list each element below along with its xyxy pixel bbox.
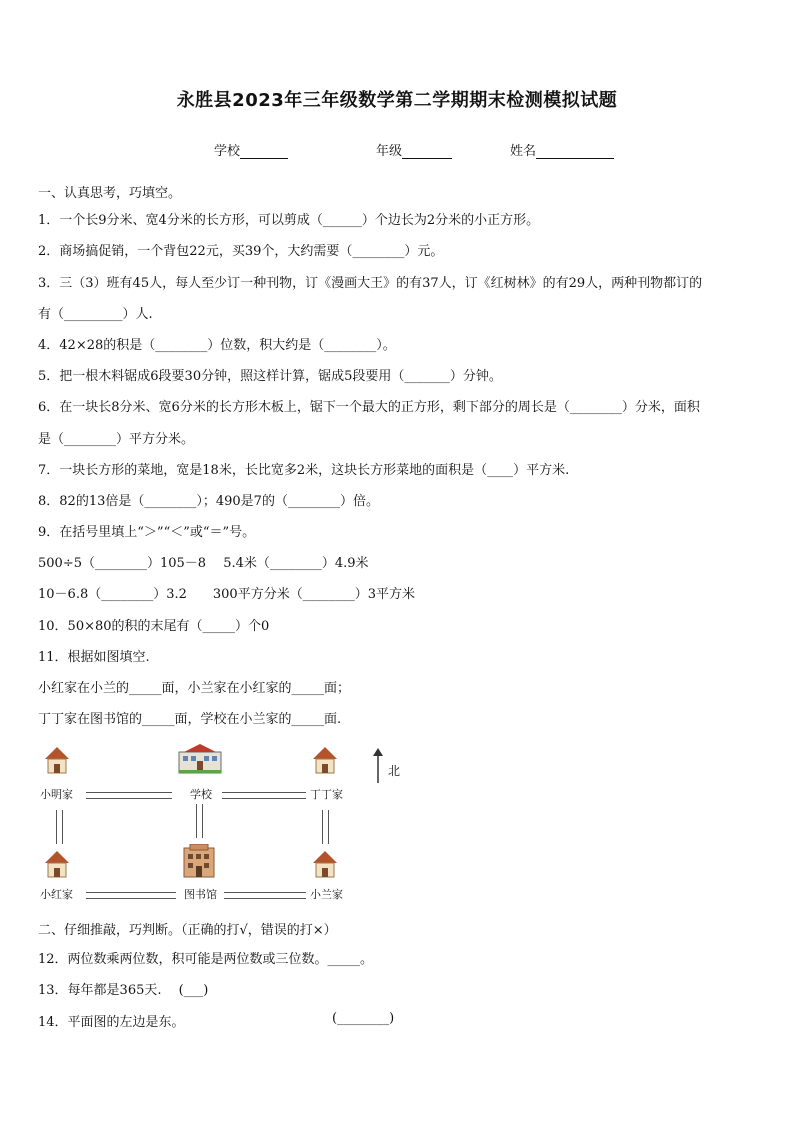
question-11-line2: 丁丁家在图书馆的_____面，学校在小兰家的_____面.	[38, 712, 342, 727]
question-6-line2: 是（________）平方分米。	[38, 432, 195, 447]
road-middle	[196, 804, 203, 838]
question-1: 1．一个长9分米、宽4分米的长方形，可以剪成（______）个边长为2分米的小正方形。	[38, 213, 540, 228]
house-icon	[44, 850, 70, 878]
question-3-line2: 有（_________）人.	[38, 307, 153, 322]
question-12: 12．两位数乘两位数，积可能是两位数或三位数。_____。	[38, 952, 374, 967]
direction-map	[36, 744, 416, 904]
name-field	[510, 140, 614, 159]
road-top-left	[86, 792, 172, 799]
school-field	[214, 140, 288, 159]
question-9: 9．在括号里填上“＞”“＜”或“＝”号。	[38, 525, 256, 540]
road-bottom-right	[224, 892, 306, 899]
label-xiaohong-home: 小红家	[40, 888, 73, 901]
grade-field	[376, 140, 452, 159]
grade-blank[interactable]	[402, 144, 452, 159]
grade-label: 年级	[376, 144, 403, 159]
road-top-right	[222, 792, 306, 799]
label-library: 图书馆	[184, 888, 217, 901]
house-icon	[312, 850, 338, 878]
question-10: 10．50×80的积的末尾有（_____）个0	[38, 619, 270, 634]
question-9-row1: 500÷5（________）105－8 5.4米（________）4.9米	[38, 556, 369, 571]
question-4: 4．42×28的积是（________）位数，积大约是（________）。	[38, 338, 396, 353]
name-blank[interactable]	[536, 144, 614, 159]
label-dingding-home: 丁丁家	[310, 788, 343, 801]
section2-heading: 二、仔细推敲，巧判断。（正确的打√，错误的打×）	[38, 923, 337, 938]
question-14: 14．平面图的左边是东。	[38, 1015, 185, 1030]
question-11: 11．根据如图填空.	[38, 650, 150, 665]
question-14-blank: (________)	[332, 1011, 395, 1026]
road-left	[56, 810, 63, 844]
question-9-row2: 10－6.8（________）3.2 300平方分米（________）3平方米	[38, 587, 415, 602]
school-blank[interactable]	[240, 144, 288, 159]
house-icon	[44, 746, 70, 774]
road-bottom-left	[86, 892, 176, 899]
label-school: 学校	[190, 788, 212, 801]
school-label: 学校	[214, 144, 241, 159]
question-6-line1: 6．在一块长8分米、宽6分米的长方形木板上，锯下一个最大的正方形，剩下部分的周长是（________）分米，面积	[38, 400, 700, 415]
section1-heading: 一、认真思考，巧填空。	[38, 186, 182, 201]
question-8: 8．82的13倍是（________）；490是7的（________）倍。	[38, 494, 379, 509]
north-arrow-icon	[372, 748, 384, 784]
label-xiaoming-home: 小明家	[40, 788, 73, 801]
question-7: 7．一块长方形的菜地，宽是18米，长比宽多2米，这块长方形菜地的面积是（____）平方米.	[38, 463, 570, 478]
question-3-line1: 3．三（3）班有45人，每人至少订一种刊物，订《漫画大王》的有37人，订《红树林》的有29人，两种刊物都订的	[38, 276, 703, 291]
school-building-icon	[178, 744, 222, 774]
question-2: 2．商场搞促销，一个背包22元，买39个，大约需要（________）元。	[38, 244, 444, 259]
house-icon	[312, 746, 338, 774]
page-title: 永胜县2023年三年级数学第二学期期末检测模拟试题	[176, 90, 618, 111]
road-right	[322, 810, 329, 844]
north-label: 北	[388, 764, 401, 778]
name-label: 姓名	[510, 144, 537, 159]
library-building-icon	[180, 844, 218, 878]
label-xiaolan-home: 小兰家	[310, 888, 343, 901]
question-11-line1: 小红家在小兰的_____面，小兰家在小红家的_____面；	[38, 681, 351, 696]
question-13: 13．每年都是365天. (___)	[38, 983, 209, 998]
question-5: 5．把一根木料锯成6段要30分钟，照这样计算，锯成5段要用（_______）分钟。	[38, 369, 502, 384]
